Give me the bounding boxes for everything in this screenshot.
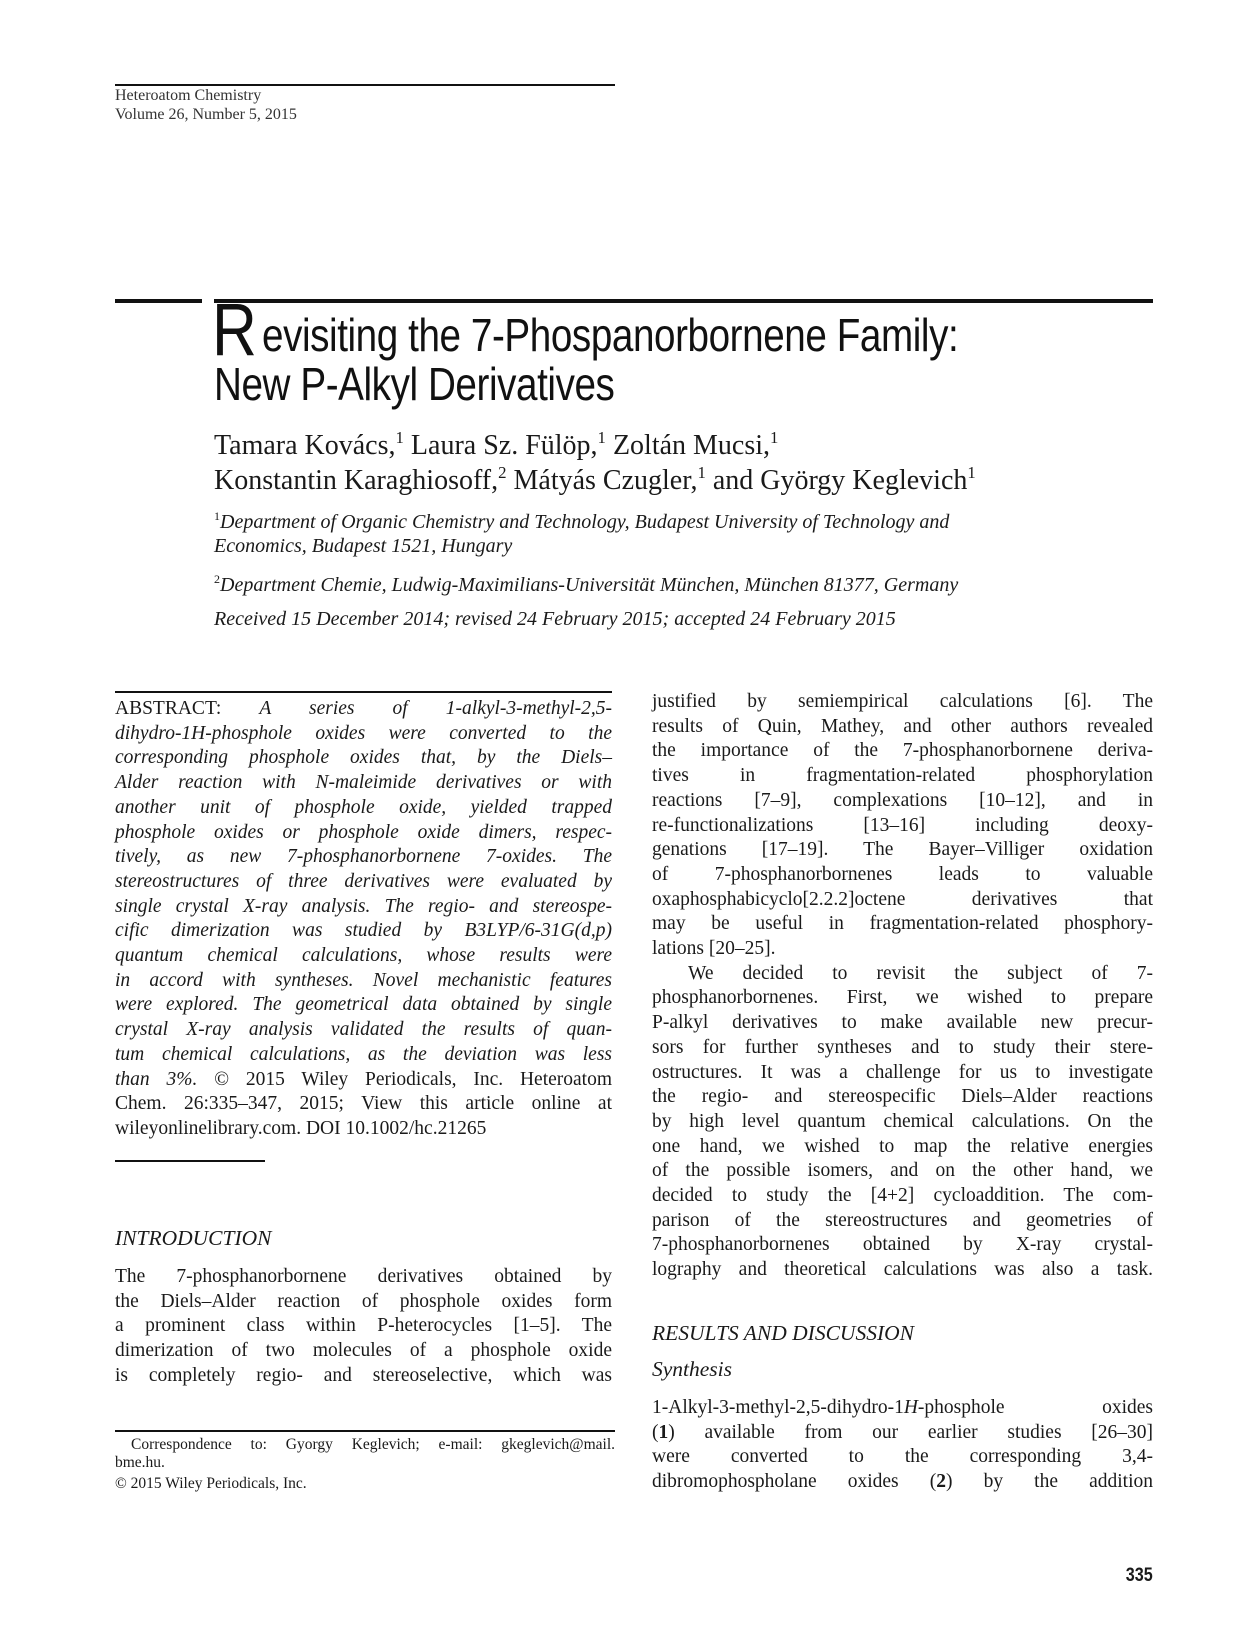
paragraph [652,962,1153,1283]
header-rule [115,84,615,86]
text-span: ) available from our earlier studies [26–30] [668,1421,1153,1443]
text-line: lography and theoretical calculations was also a task. [652,1259,1153,1281]
text-span: dibromophospholane oxides ( [652,1471,937,1493]
author-name: and György Keglevich [705,465,968,496]
text-line: phosphanorbornenes. First, we wished to prepare [652,987,1153,1009]
text-span: ) by the addition [945,1471,1153,1493]
author-name: Konstantin Karaghiosoff, [214,465,499,496]
text-line: another unit of phosphole oxide, yielded trapped [115,796,612,818]
author-list [214,428,976,498]
abstract-top-rule [115,691,612,693]
author-affiliation-mark: 1 [770,428,779,448]
text-line: wileyonlinelibrary.com. DOI 10.1002/hc.21265 [115,1117,487,1139]
text-line: tives in fragmentation-related phosphorylation [652,765,1153,787]
text-line: by high level quantum chemical calculations. On the [652,1110,1153,1132]
text-line: We decided to revisit the subject of 7- [688,962,1153,984]
text-line: crystal X-ray analysis validated the results of quan- [115,1019,612,1041]
text-line: The 7-phosphanorbornene derivatives obtained by [115,1266,612,1287]
affiliation-text: Economics, Budapest 1521, Hungary [214,535,513,557]
text-line: tively, as new 7-phosphanorbornene 7-oxides. The [115,846,612,868]
text-line: corresponding phosphole oxides that, by the Diels– [115,747,612,769]
text-line: ostructures. It was a challenge for us to investigate [652,1061,1153,1083]
author-line-2 [214,463,976,498]
copyright-text: © 2015 Wiley Periodicals, Inc. Heteroatom [197,1068,612,1090]
text-line: quantum chemical calculations, whose results were [115,945,612,967]
text-line: 7-phosphanorbornenes obtained by X-ray crystal- [652,1234,1153,1256]
author-affiliation-mark: 1 [967,463,976,483]
synthesis-heading: Synthesis [652,1357,733,1381]
title-rule-left [115,299,202,303]
compound-number: 1 [658,1421,669,1443]
text-line: a prominent class within P-heterocycles [1–5]. The [115,1315,612,1337]
text-line: dihydro-1H-phosphole oxides were converted to the [115,722,612,744]
text-span: H [903,1397,918,1418]
text-line: of 7-phosphanorbornenes leads to valuable [652,863,1153,885]
author-affiliation-mark: 2 [498,463,507,483]
text-line: re-functionalizations [13–16] including deoxy- [652,814,1153,836]
journal-header [115,87,297,124]
text-line: of the possible isomers, and on the other hand, we [652,1160,1153,1182]
abstract-bottom-rule [115,1160,265,1162]
text-line: Chem. 26:335–347, 2015; View this article online at [115,1093,612,1115]
text-line: the regio- and stereospecific Diels–Alder reactions [652,1086,1153,1108]
abstract [115,697,612,1142]
text-line: were converted to the corresponding 3,4- [652,1446,1153,1468]
affiliation-text: Department Chemie, Ludwig-Maximilians-Universität München, München 81377, Germany [220,574,959,596]
introduction-heading: INTRODUCTION [115,1226,272,1250]
title-line-1: evisiting the 7-Phospanorbornene Family: [262,309,959,361]
text-line: lations [20–25]. [652,938,776,960]
text-line: sors for further syntheses and to study their stere- [652,1036,1153,1058]
text-line: phosphole oxides or phosphole oxide dimers, respec- [115,821,612,843]
right-column-text [652,690,1153,1283]
author-affiliation-mark: 1 [697,463,706,483]
correspondence-text-cont: bme.hu. [115,1454,165,1471]
text-line: were explored. The geometrical data obtained by single [115,994,612,1016]
text-line: Alder reaction with N-maleimide derivatives or with [115,772,612,794]
journal-name: Heteroatom Chemistry [115,87,262,104]
correspondence-text: Correspondence to: Gyorgy Keglevich; e-mail: gkeglevich@mail. [131,1436,615,1453]
author-name: Tamara Kovács, [214,430,396,461]
introduction-body [115,1265,612,1389]
author-affiliation-mark: 1 [597,428,606,448]
affiliation-1 [214,510,949,558]
abstract-body [115,722,612,1068]
received-dates: Received 15 December 2014; revised 24 February 2015; accepted 24 February 2015 [214,608,896,630]
synthesis-paragraph [652,1396,1153,1495]
compound-number: 2 [936,1471,946,1493]
text-line: cific dimerization was studied by B3LYP/6-31G(d,p) [115,920,612,942]
text-line: decided to study the [4+2] cycloaddition. The com- [652,1185,1153,1207]
abstract-citation [115,1092,612,1141]
journal-volume: Volume 26, Number 5, 2015 [115,105,297,123]
paragraph [652,690,1153,962]
abstract-copyright-line [115,1068,612,1093]
text-line: justified by semiempirical calculations [6]. The [652,691,1153,712]
text-line: P-alkyl derivatives to make available new precur- [652,1012,1153,1034]
text-line: oxaphosphabicyclo[2.2.2]octene derivatives that [652,888,1153,910]
text-span: -phosphole oxides [917,1397,1153,1418]
abstract-label: ABSTRACT: [115,698,222,719]
text-line: single crystal X-ray analysis. The regio- and stereospe- [115,895,612,917]
text-line: dimerization of two molecules of a phosphole oxide [115,1340,612,1362]
text-line: parison of the stereostructures and geometries of [652,1209,1153,1231]
title-drop-initial: R [212,288,257,371]
title-line-2: New P-Alkyl Derivatives [214,358,615,410]
title-rule-right [214,299,1153,303]
abstract-text: than 3%. [115,1068,198,1090]
affiliation-mark: 1 [214,509,220,524]
affiliation-mark: 2 [214,572,220,587]
footnote-copyright: © 2015 Wiley Periodicals, Inc. [115,1475,307,1492]
text-line [652,1470,1153,1495]
abstract-first-line [115,697,612,722]
affiliation-text: Department of Organic Chemistry and Technology, Budapest University of Technology and [220,511,950,533]
text-line [652,1421,1153,1446]
footnote [115,1436,615,1493]
author-name: Mátyás Czugler, [506,465,698,496]
text-span: ( [652,1421,659,1443]
author-affiliation-mark: 1 [395,428,404,448]
text-line: may be useful in fragmentation-related phosphory- [652,913,1153,935]
text-line: reactions [7–9], complexations [10–12], and in [652,789,1153,811]
text-line: is completely regio- and stereoselective, which was [115,1364,612,1386]
text-span: 1-Alkyl-3-methyl-2,5-dihydro-1 [652,1397,904,1418]
results-heading: RESULTS AND DISCUSSION [652,1321,914,1345]
text-line: genations [17–19]. The Bayer–Villiger oxidation [652,839,1153,861]
text-line: results of Quin, Mathey, and other authors revealed [652,715,1153,737]
abstract-text: A series of 1-alkyl-3-methyl-2,5- [259,698,612,719]
author-name: Zoltán Mucsi, [605,430,771,461]
author-line-1 [214,428,976,463]
page-number: 335 [1126,1565,1153,1586]
affiliation-2 [214,573,958,597]
author-name: Laura Sz. Fülöp, [403,430,598,461]
text-line: stereostructures of three derivatives were evaluated by [115,870,612,892]
text-line: one hand, we wished to map the relative energies [652,1135,1153,1157]
text-line: tum chemical calculations, as the deviation was less [115,1043,612,1065]
text-line [652,1396,1153,1421]
footnote-rule [115,1430,615,1432]
text-line: the Diels–Alder reaction of phosphole oxides form [115,1290,612,1312]
text-line: in accord with syntheses. Novel mechanistic features [115,969,612,991]
text-line: the importance of the 7-phosphanorbornene deriva- [652,740,1153,762]
